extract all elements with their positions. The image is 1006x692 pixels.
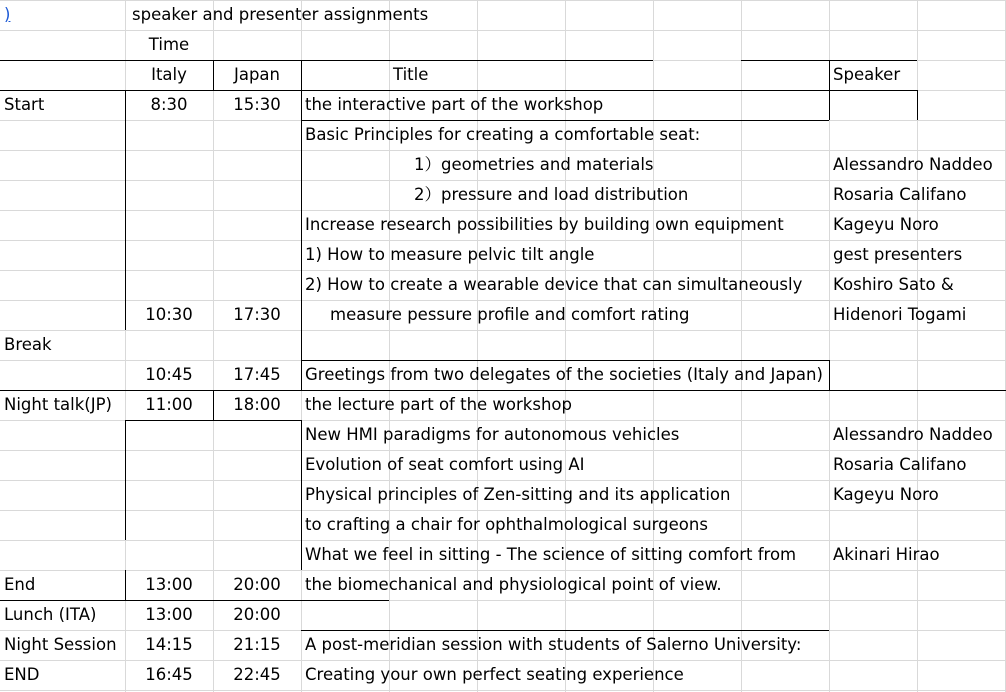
italy-time[interactable] [125,240,213,270]
italy-time[interactable]: 16:45 [145,665,193,684]
italy-time[interactable]: 13:00 [145,575,193,594]
session-title[interactable]: Increase research possibilities by building own equipment [305,215,784,234]
row-label[interactable] [4,450,124,480]
row-label[interactable]: Start [4,95,45,114]
italy-time[interactable] [125,420,213,450]
speaker-name[interactable] [833,570,1005,600]
session-title[interactable]: the lecture part of the workshop [305,395,572,414]
japan-time[interactable] [213,270,301,300]
speaker-name[interactable] [833,390,1005,420]
speaker-name[interactable]: Alessandro Naddeo [833,155,993,174]
italy-time[interactable] [125,180,213,210]
row-label[interactable] [4,240,124,270]
row-label[interactable] [4,150,124,180]
italy-time[interactable]: 13:00 [145,605,193,624]
speaker-name[interactable]: Hidenori Togami [833,305,967,324]
row-label[interactable] [4,480,124,510]
japan-time[interactable]: 20:00 [233,605,281,624]
italy-time[interactable]: 10:45 [145,365,193,384]
italy-time[interactable] [125,540,213,570]
japan-time[interactable] [213,150,301,180]
sheet-title[interactable]: speaker and presenter assignments [132,5,429,24]
speaker-name[interactable]: Alessandro Naddeo [833,425,993,444]
japan-time[interactable] [213,210,301,240]
italy-time[interactable]: 8:30 [150,95,188,114]
session-title[interactable]: 1) How to measure pelvic tilt angle [305,245,595,264]
italy-time[interactable] [125,270,213,300]
japan-time[interactable]: 15:30 [233,95,281,114]
row-label[interactable]: Night talk(JP) [4,395,112,414]
italy-time[interactable]: 11:00 [145,395,193,414]
column-header-japan[interactable]: Japan [233,65,281,84]
row-label[interactable]: End [4,575,36,594]
japan-time[interactable]: 17:45 [233,365,281,384]
row-label[interactable]: Lunch (ITA) [4,605,97,624]
row-label[interactable]: Break [4,335,52,354]
speaker-name[interactable] [833,630,1005,660]
speaker-name[interactable]: Rosaria Califano [833,185,967,204]
speaker-name[interactable]: Akinari Hirao [833,545,940,564]
session-title[interactable]: the interactive part of the workshop [305,95,604,114]
session-title[interactable]: Greetings from two delegates of the societies (Italy and Japan) [305,365,823,384]
japan-time[interactable] [213,180,301,210]
row-label[interactable] [4,510,124,540]
session-title[interactable]: measure pessure profile and comfort rating [330,305,690,324]
italy-time[interactable] [125,210,213,240]
column-header-title[interactable]: Title [393,65,429,84]
session-title[interactable]: 1）geometries and materials [414,155,654,174]
row-label[interactable] [4,420,124,450]
time-header[interactable]: Time [148,35,190,54]
speaker-name[interactable] [833,510,1005,540]
speaker-name[interactable]: Kageyu Noro [833,215,939,234]
row-label[interactable] [4,210,124,240]
italy-time[interactable] [125,330,213,360]
speaker-name[interactable] [833,330,1005,360]
session-title[interactable]: New HMI paradigms for autonomous vehicles [305,425,680,444]
gridline [0,690,1006,691]
japan-time[interactable]: 21:15 [233,635,281,654]
speaker-name[interactable]: Rosaria Califano [833,455,967,474]
japan-time[interactable]: 22:45 [233,665,281,684]
italy-time[interactable] [125,120,213,150]
session-title[interactable]: Evolution of seat comfort using AI [305,455,585,474]
session-title[interactable]: the biomechanical and physiological point of view. [305,575,722,594]
japan-time[interactable] [213,480,301,510]
japan-time[interactable]: 18:00 [233,395,281,414]
row-label[interactable]: END [4,665,40,684]
session-title[interactable]: 2）pressure and load distribution [414,185,689,204]
italy-time[interactable] [125,510,213,540]
session-title[interactable] [305,600,829,630]
cell-border [829,360,830,390]
session-title[interactable]: 2) How to create a wearable device that can simultaneously [305,275,803,294]
session-title[interactable]: A post-meridian session with students of Salerno University: [305,635,802,654]
japan-time[interactable]: 20:00 [233,575,281,594]
speaker-name[interactable] [833,120,1005,150]
japan-time[interactable] [213,240,301,270]
session-title[interactable]: What we feel in sitting - The science of sitting comfort from [305,545,797,564]
japan-time[interactable] [213,540,301,570]
japan-time[interactable] [213,450,301,480]
japan-time[interactable] [213,330,301,360]
italy-time[interactable]: 14:15 [145,635,193,654]
japan-time[interactable]: 17:30 [233,305,281,324]
japan-time[interactable] [213,510,301,540]
speaker-name[interactable] [833,90,1005,120]
speaker-name[interactable]: gest presenters [833,245,963,264]
row-label[interactable] [4,270,124,300]
row-label[interactable] [4,120,124,150]
speaker-name[interactable] [833,600,1005,630]
italy-time[interactable]: 10:30 [145,305,193,324]
row-label[interactable] [4,300,124,330]
japan-time[interactable] [213,420,301,450]
session-title[interactable]: Physical principles of Zen-sitting and its application [305,485,731,504]
row-label[interactable] [4,540,124,570]
session-title[interactable] [305,330,829,360]
italy-time[interactable] [125,150,213,180]
cell-a1-link[interactable]: ) [4,5,11,24]
session-title[interactable]: Basic Principles for creating a comfortable seat: [305,125,701,144]
speaker-name[interactable] [833,360,1005,390]
row-label[interactable] [4,360,124,390]
italy-time[interactable] [125,450,213,480]
session-title[interactable]: Creating your own perfect seating experience [305,665,684,684]
japan-time[interactable] [213,120,301,150]
session-title[interactable]: to crafting a chair for ophthalmological surgeons [305,515,708,534]
italy-time[interactable] [125,480,213,510]
speaker-name[interactable]: Kageyu Noro [833,485,939,504]
column-header-speaker[interactable]: Speaker [833,65,901,84]
cell-border [829,60,830,120]
cell-border [301,420,302,570]
column-header-italy[interactable]: Italy [151,65,187,84]
cell-border [301,60,302,390]
row-label[interactable]: Night Session [4,635,117,654]
speaker-name[interactable] [833,660,1005,690]
row-label[interactable] [4,180,124,210]
speaker-name[interactable]: Koshiro Sato & [833,275,954,294]
